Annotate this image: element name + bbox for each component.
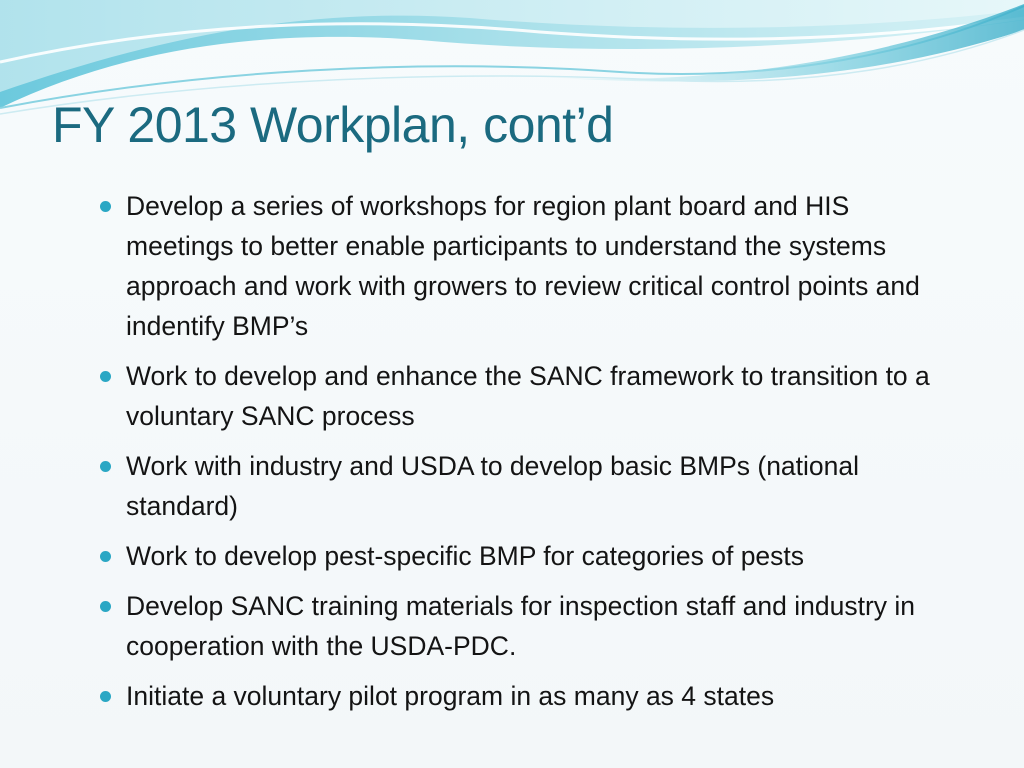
bullet-item	[100, 446, 930, 526]
slide-title: FY 2013 Workplan, cont’d	[52, 97, 614, 153]
bullet-text: Work to develop and enhance the SANC framework to transition to a voluntary SANC process	[126, 361, 930, 431]
bullet-text: Initiate a voluntary pilot program in as many as 4 states	[126, 681, 775, 711]
bullet-text: Work with industry and USDA to develop basic BMPs (national standard)	[126, 451, 860, 521]
round-bullet-icon	[100, 371, 111, 382]
bullet-list	[100, 186, 930, 726]
round-bullet-icon	[100, 691, 111, 702]
bullet-item	[100, 536, 930, 576]
round-bullet-icon	[100, 601, 111, 612]
bullet-item	[100, 356, 930, 436]
bullet-text: Develop SANC training materials for inspection staff and industry in cooperation with the USDA-PDC.	[126, 591, 916, 661]
bullet-item	[100, 676, 930, 716]
bullet-text: Develop a series of workshops for region plant board and HIS meetings to better enable participants to understand the systems approach and work with growers to review critical control points and indentify BMP’s	[126, 191, 920, 341]
bullet-text: Work to develop pest-specific BMP for categories of pests	[126, 541, 805, 571]
round-bullet-icon	[100, 551, 111, 562]
bullet-item	[100, 186, 930, 346]
round-bullet-icon	[100, 201, 111, 212]
bullet-item	[100, 586, 930, 666]
round-bullet-icon	[100, 461, 111, 472]
